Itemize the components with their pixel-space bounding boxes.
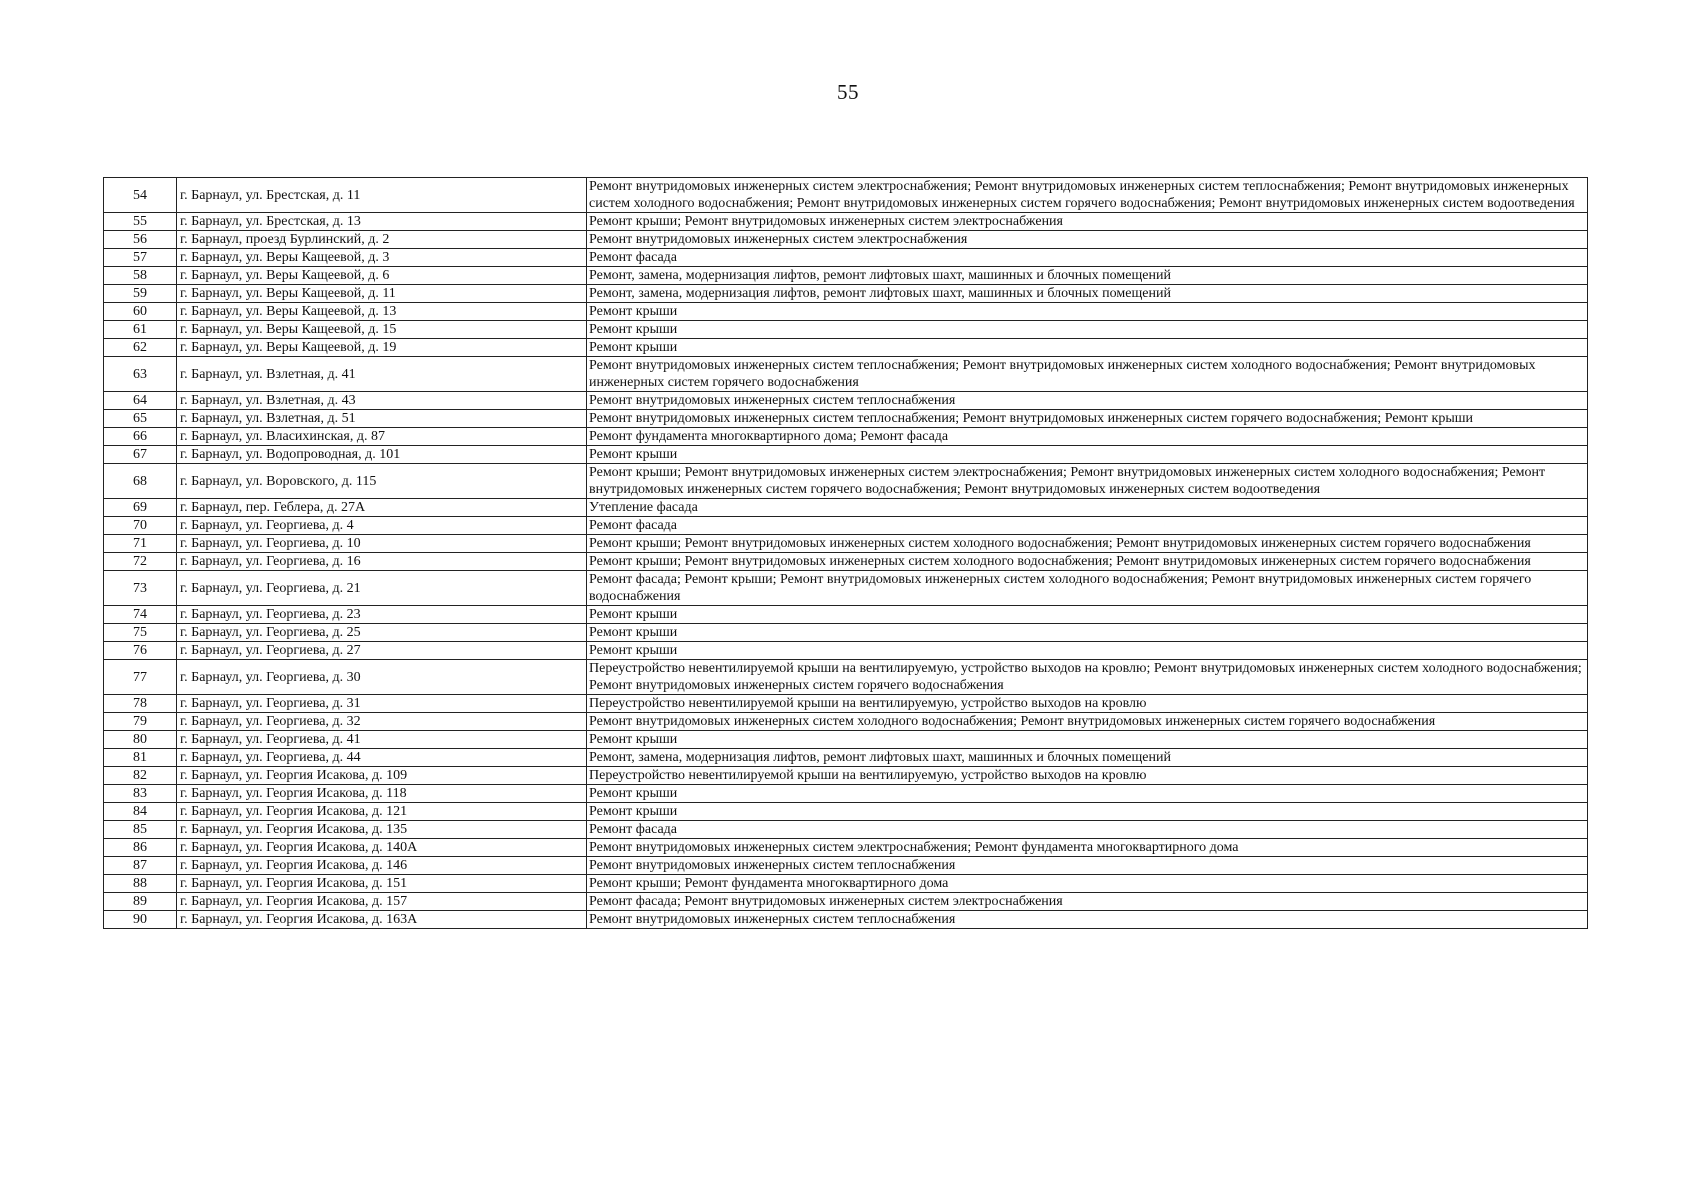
row-number: 86 <box>104 839 177 857</box>
table-row <box>104 464 1588 499</box>
address-cell: г. Барнаул, ул. Веры Кащеевой, д. 6 <box>177 267 587 285</box>
address-cell: г. Барнаул, ул. Георгиева, д. 23 <box>177 606 587 624</box>
row-number: 77 <box>104 660 177 695</box>
work-cell: Утепление фасада <box>587 499 1588 517</box>
work-cell: Ремонт крыши <box>587 446 1588 464</box>
work-cell: Ремонт крыши; Ремонт внутридомовых инженерных систем холодного водоснабжения; Ремонт внутридомовых инженерных систем горячего водоснабжения <box>587 535 1588 553</box>
address-cell: г. Барнаул, ул. Веры Кащеевой, д. 15 <box>177 321 587 339</box>
table-row <box>104 624 1588 642</box>
row-number: 72 <box>104 553 177 571</box>
address-cell: г. Барнаул, ул. Георгия Исакова, д. 146 <box>177 857 587 875</box>
work-cell: Ремонт крыши <box>587 606 1588 624</box>
work-cell: Ремонт крыши <box>587 339 1588 357</box>
address-cell: г. Барнаул, ул. Георгия Исакова, д. 118 <box>177 785 587 803</box>
work-cell: Ремонт крыши; Ремонт внутридомовых инженерных систем холодного водоснабжения; Ремонт внутридомовых инженерных систем горячего водоснабжения <box>587 553 1588 571</box>
row-number: 60 <box>104 303 177 321</box>
work-cell: Ремонт внутридомовых инженерных систем холодного водоснабжения; Ремонт внутридомовых инженерных систем горячего водоснабжения <box>587 713 1588 731</box>
row-number: 70 <box>104 517 177 535</box>
page-number: 55 <box>837 80 859 104</box>
work-cell: Ремонт внутридомовых инженерных систем теплоснабжения <box>587 911 1588 929</box>
repair-table-body <box>104 178 1588 929</box>
address-cell: г. Барнаул, ул. Георгия Исакова, д. 163А <box>177 911 587 929</box>
table-row <box>104 713 1588 731</box>
table-row <box>104 285 1588 303</box>
work-cell: Ремонт внутридомовых инженерных систем теплоснабжения; Ремонт внутридомовых инженерных систем холодного водоснабжения; Ремонт внутридомовых инженерных систем горячего водоснабжения <box>587 357 1588 392</box>
table-row <box>104 660 1588 695</box>
address-cell: г. Барнаул, ул. Веры Кащеевой, д. 13 <box>177 303 587 321</box>
address-cell: г. Барнаул, ул. Георгиева, д. 21 <box>177 571 587 606</box>
table-row <box>104 392 1588 410</box>
work-cell: Ремонт крыши; Ремонт фундамента многоквартирного дома <box>587 875 1588 893</box>
table-row <box>104 606 1588 624</box>
row-number: 67 <box>104 446 177 464</box>
address-cell: г. Барнаул, ул. Георгия Исакова, д. 121 <box>177 803 587 821</box>
table-row <box>104 410 1588 428</box>
repair-table-wrapper <box>103 177 1582 929</box>
table-row <box>104 553 1588 571</box>
address-cell: г. Барнаул, пер. Геблера, д. 27А <box>177 499 587 517</box>
table-row <box>104 357 1588 392</box>
address-cell: г. Барнаул, ул. Георгиева, д. 4 <box>177 517 587 535</box>
row-number: 78 <box>104 695 177 713</box>
address-cell: г. Барнаул, ул. Георгиева, д. 27 <box>177 642 587 660</box>
table-row <box>104 499 1588 517</box>
work-cell: Ремонт внутридомовых инженерных систем электроснабжения <box>587 231 1588 249</box>
work-cell: Ремонт, замена, модернизация лифтов, ремонт лифтовых шахт, машинных и блочных помещений <box>587 267 1588 285</box>
table-row <box>104 249 1588 267</box>
table-row <box>104 821 1588 839</box>
address-cell: г. Барнаул, ул. Георгиева, д. 16 <box>177 553 587 571</box>
row-number: 89 <box>104 893 177 911</box>
table-row <box>104 339 1588 357</box>
work-cell: Переустройство невентилируемой крыши на вентилируемую, устройство выходов на кровлю; Ремонт внутридомовых инженерных систем холодного водоснабжения; Ремонт внутридомовых инженерных систем горячего водоснабжения <box>587 660 1588 695</box>
work-cell: Ремонт крыши <box>587 731 1588 749</box>
address-cell: г. Барнаул, ул. Георгия Исакова, д. 157 <box>177 893 587 911</box>
address-cell: г. Барнаул, ул. Георгия Исакова, д. 135 <box>177 821 587 839</box>
work-cell: Ремонт внутридомовых инженерных систем теплоснабжения <box>587 392 1588 410</box>
work-cell: Ремонт фасада <box>587 821 1588 839</box>
work-cell: Ремонт крыши <box>587 785 1588 803</box>
row-number: 73 <box>104 571 177 606</box>
address-cell: г. Барнаул, ул. Веры Кащеевой, д. 3 <box>177 249 587 267</box>
row-number: 88 <box>104 875 177 893</box>
work-cell: Ремонт крыши <box>587 624 1588 642</box>
row-number: 76 <box>104 642 177 660</box>
address-cell: г. Барнаул, ул. Георгия Исакова, д. 151 <box>177 875 587 893</box>
address-cell: г. Барнаул, ул. Георгиева, д. 30 <box>177 660 587 695</box>
row-number: 81 <box>104 749 177 767</box>
row-number: 64 <box>104 392 177 410</box>
table-row <box>104 321 1588 339</box>
table-row <box>104 839 1588 857</box>
work-cell: Ремонт фундамента многоквартирного дома; Ремонт фасада <box>587 428 1588 446</box>
address-cell: г. Барнаул, ул. Георгиева, д. 31 <box>177 695 587 713</box>
address-cell: г. Барнаул, ул. Взлетная, д. 41 <box>177 357 587 392</box>
row-number: 85 <box>104 821 177 839</box>
table-row <box>104 911 1588 929</box>
table-row <box>104 231 1588 249</box>
work-cell: Ремонт крыши; Ремонт внутридомовых инженерных систем электроснабжения; Ремонт внутридомовых инженерных систем холодного водоснабжения; Ремонт внутридомовых инженерных систем горячего водоснабжения; Ремонт внутридомовых инженерных систем водоотведения <box>587 464 1588 499</box>
work-cell: Ремонт внутридомовых инженерных систем теплоснабжения; Ремонт внутридомовых инженерных систем горячего водоснабжения; Ремонт крыши <box>587 410 1588 428</box>
row-number: 87 <box>104 857 177 875</box>
row-number: 79 <box>104 713 177 731</box>
address-cell: г. Барнаул, ул. Веры Кащеевой, д. 19 <box>177 339 587 357</box>
row-number: 57 <box>104 249 177 267</box>
work-cell: Ремонт внутридомовых инженерных систем электроснабжения; Ремонт фундамента многоквартирного дома <box>587 839 1588 857</box>
work-cell: Ремонт крыши <box>587 803 1588 821</box>
row-number: 80 <box>104 731 177 749</box>
work-cell: Ремонт фасада <box>587 517 1588 535</box>
table-row <box>104 893 1588 911</box>
row-number: 63 <box>104 357 177 392</box>
work-cell: Ремонт фасада <box>587 249 1588 267</box>
row-number: 68 <box>104 464 177 499</box>
work-cell: Ремонт крыши <box>587 321 1588 339</box>
address-cell: г. Барнаул, ул. Водопроводная, д. 101 <box>177 446 587 464</box>
row-number: 74 <box>104 606 177 624</box>
work-cell: Ремонт фасада; Ремонт внутридомовых инженерных систем электроснабжения <box>587 893 1588 911</box>
repair-table <box>103 177 1588 929</box>
table-row <box>104 857 1588 875</box>
work-cell: Ремонт фасада; Ремонт крыши; Ремонт внутридомовых инженерных систем холодного водоснабжения; Ремонт внутридомовых инженерных систем горячего водоснабжения <box>587 571 1588 606</box>
row-number: 55 <box>104 213 177 231</box>
table-row <box>104 731 1588 749</box>
row-number: 83 <box>104 785 177 803</box>
row-number: 62 <box>104 339 177 357</box>
address-cell: г. Барнаул, ул. Воровского, д. 115 <box>177 464 587 499</box>
table-row <box>104 571 1588 606</box>
row-number: 69 <box>104 499 177 517</box>
work-cell: Переустройство невентилируемой крыши на вентилируемую, устройство выходов на кровлю <box>587 767 1588 785</box>
table-row <box>104 875 1588 893</box>
row-number: 71 <box>104 535 177 553</box>
row-number: 82 <box>104 767 177 785</box>
address-cell: г. Барнаул, ул. Брестская, д. 13 <box>177 213 587 231</box>
table-row <box>104 642 1588 660</box>
address-cell: г. Барнаул, ул. Георгиева, д. 41 <box>177 731 587 749</box>
address-cell: г. Барнаул, проезд Бурлинский, д. 2 <box>177 231 587 249</box>
address-cell: г. Барнаул, ул. Георгия Исакова, д. 140А <box>177 839 587 857</box>
row-number: 56 <box>104 231 177 249</box>
row-number: 54 <box>104 178 177 213</box>
address-cell: г. Барнаул, ул. Георгиева, д. 44 <box>177 749 587 767</box>
table-row <box>104 803 1588 821</box>
row-number: 58 <box>104 267 177 285</box>
address-cell: г. Барнаул, ул. Георгиева, д. 25 <box>177 624 587 642</box>
table-row <box>104 428 1588 446</box>
address-cell: г. Барнаул, ул. Веры Кащеевой, д. 11 <box>177 285 587 303</box>
row-number: 75 <box>104 624 177 642</box>
address-cell: г. Барнаул, ул. Взлетная, д. 43 <box>177 392 587 410</box>
row-number: 84 <box>104 803 177 821</box>
table-row <box>104 446 1588 464</box>
work-cell: Переустройство невентилируемой крыши на вентилируемую, устройство выходов на кровлю <box>587 695 1588 713</box>
row-number: 59 <box>104 285 177 303</box>
table-row <box>104 749 1588 767</box>
table-row <box>104 303 1588 321</box>
address-cell: г. Барнаул, ул. Брестская, д. 11 <box>177 178 587 213</box>
address-cell: г. Барнаул, ул. Взлетная, д. 51 <box>177 410 587 428</box>
table-row <box>104 785 1588 803</box>
work-cell: Ремонт, замена, модернизация лифтов, ремонт лифтовых шахт, машинных и блочных помещений <box>587 749 1588 767</box>
table-row <box>104 767 1588 785</box>
work-cell: Ремонт, замена, модернизация лифтов, ремонт лифтовых шахт, машинных и блочных помещений <box>587 285 1588 303</box>
work-cell: Ремонт внутридомовых инженерных систем электроснабжения; Ремонт внутридомовых инженерных систем теплоснабжения; Ремонт внутридомовых инженерных систем холодного водоснабжения; Ремонт внутридомовых инженерных систем горячего водоснабжения; Ремонт внутридомовых инженерных систем водоотведения <box>587 178 1588 213</box>
address-cell: г. Барнаул, ул. Георгиева, д. 10 <box>177 535 587 553</box>
table-row <box>104 695 1588 713</box>
address-cell: г. Барнаул, ул. Власихинская, д. 87 <box>177 428 587 446</box>
row-number: 65 <box>104 410 177 428</box>
row-number: 61 <box>104 321 177 339</box>
work-cell: Ремонт крыши <box>587 642 1588 660</box>
work-cell: Ремонт внутридомовых инженерных систем теплоснабжения <box>587 857 1588 875</box>
table-row <box>104 517 1588 535</box>
address-cell: г. Барнаул, ул. Георгия Исакова, д. 109 <box>177 767 587 785</box>
row-number: 66 <box>104 428 177 446</box>
address-cell: г. Барнаул, ул. Георгиева, д. 32 <box>177 713 587 731</box>
table-row <box>104 178 1588 213</box>
work-cell: Ремонт крыши <box>587 303 1588 321</box>
row-number: 90 <box>104 911 177 929</box>
table-row <box>104 267 1588 285</box>
work-cell: Ремонт крыши; Ремонт внутридомовых инженерных систем электроснабжения <box>587 213 1588 231</box>
table-row <box>104 213 1588 231</box>
table-row <box>104 535 1588 553</box>
